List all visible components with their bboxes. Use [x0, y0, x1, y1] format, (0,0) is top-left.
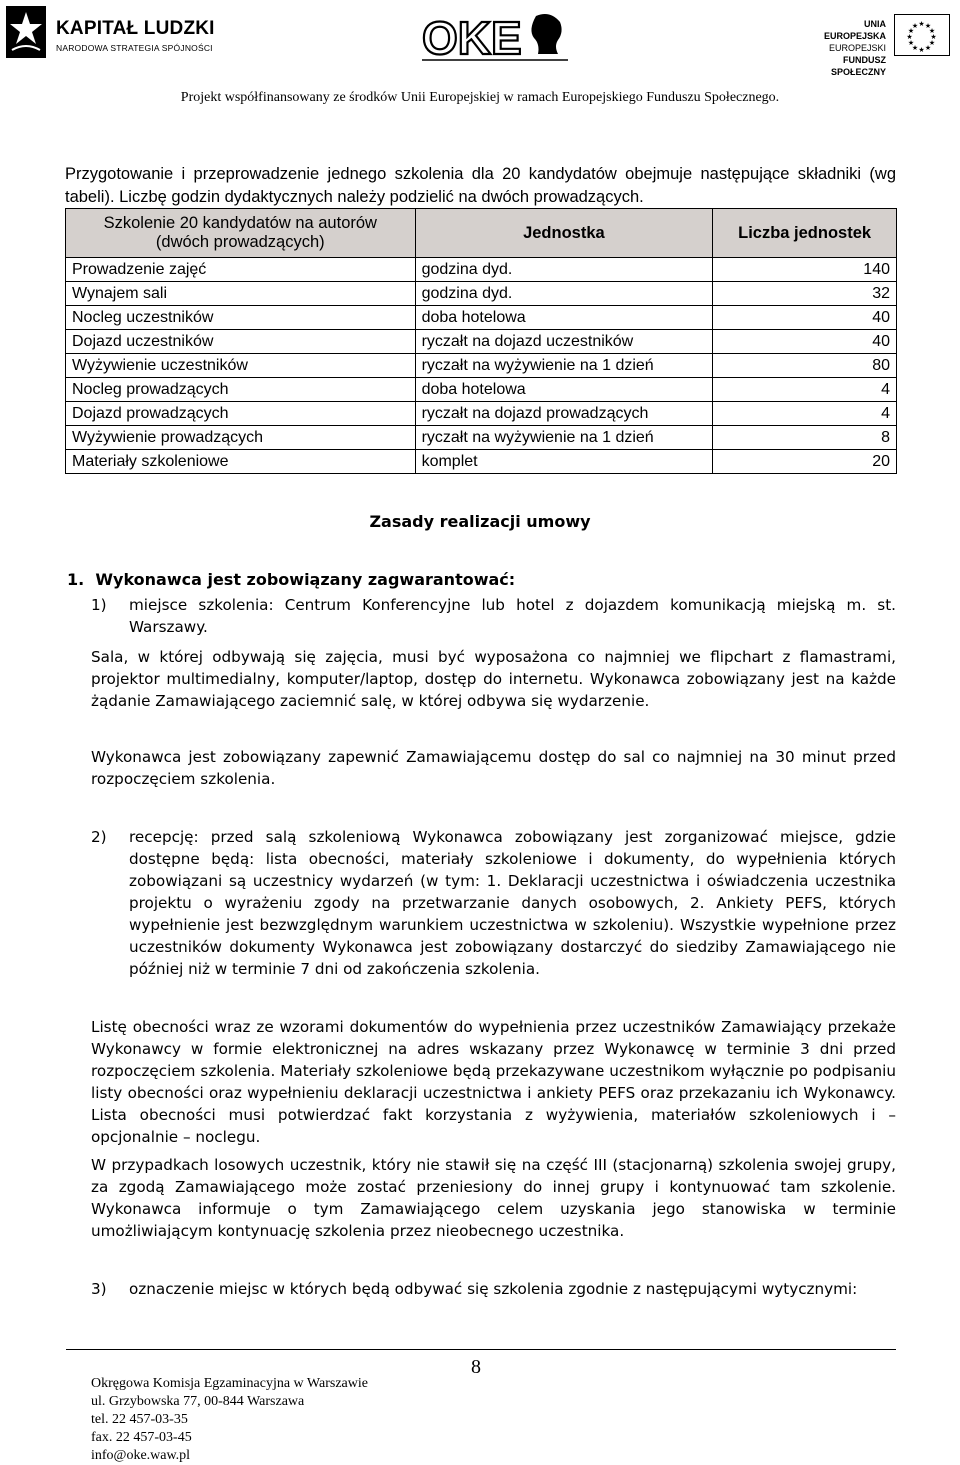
row-quantity: 40 [713, 306, 897, 330]
paragraph-lista: Listę obecności wraz ze wzorami dokumentów do wypełnienia przez uczestników Zamawiający przekaże Wykonawcy w formie elektronicznej na adres wskazany przez Wykonawcę w terminie 3 dni przed rozpoczęciem szkolenia. Materiały szkoleniowe będą przekazywane uczestnikom wyłącznie po podpisaniu listy obecności oraz wypełnieniu deklaracji uczestnictwa i ankiety PEFS oraz przekazaniu ich Wykonawcy. Lista obecności musi potwierdzać fakt korzystania z wyżywienia, materiałów szkoleniowych i – opcjonalnie – noclegu. [91, 1018, 896, 1146]
item-3-text: oznaczenie miejsc w których będą odbywać się szkolenia zgodnie z następującymi wytycznymi: [129, 1280, 858, 1298]
section-1-text: Wykonawca jest zobowiązany zagwarantować: [95, 570, 516, 589]
svg-text:★: ★ [907, 39, 915, 47]
svg-text:★: ★ [928, 39, 936, 47]
row-component: Prowadzenie zajęć [66, 258, 416, 282]
footer-divider [66, 1349, 896, 1350]
footer-line-1: Okręgowa Komisja Egzaminacyjna w Warszawie [91, 1376, 368, 1391]
svg-text:★: ★ [911, 44, 919, 52]
svg-text:★: ★ [930, 33, 937, 41]
footer-address [91, 1375, 368, 1465]
table-row [66, 282, 897, 306]
item-1 [91, 594, 896, 638]
svg-text:★: ★ [924, 22, 932, 30]
row-quantity: 80 [713, 354, 897, 378]
table-row [66, 402, 897, 426]
header-component: Szkolenie 20 kandydatów na autorów (dwóch prowadzących) [66, 209, 416, 258]
eu-line-1: UNIA EUROPEJSKA [823, 19, 886, 41]
paragraph-losowe: W przypadkach losowych uczestnik, który nie stawił się na część III (stacjonarną) szkolenia swojej grupy, za zgodą Zamawiającego może zostać przeniesiony do innej grupy i kontynuować tam szkolenie. Wykonawca informuje o tym Zamawiającego celem uzyskania jego stanowiska w terminie umożliwiającym kontynuację szkolenia przez nieobecnego uczestnika. [91, 1156, 896, 1240]
row-component: Materiały szkoleniowe [66, 450, 416, 474]
header-quantity: Liczba jednostek [713, 209, 897, 258]
row-unit: ryczałt na wyżywienie na 1 dzień [415, 354, 713, 378]
eu-flag-icon [894, 14, 950, 56]
row-quantity: 40 [713, 330, 897, 354]
paragraph-dostep: Wykonawca jest zobowiązany zapewnić Zamawiającemu dostęp do sal co najmniej na 30 minut przed rozpoczęciem szkolenia. [91, 748, 896, 788]
row-quantity: 32 [713, 282, 897, 306]
intro-paragraph: Przygotowanie i przeprowadzenie jednego szkolenia dla 20 kandydatów obejmuje następujące składniki (wg tabeli). Liczbę godzin dydaktycznych należy podzielić na dwóch prowadzących. [65, 165, 896, 206]
oke-logo-icon [418, 8, 578, 64]
kapital-ludzki-subtitle: NARODOWA STRATEGIA SPÓJNOŚCI [56, 43, 213, 53]
eu-logo-text [800, 18, 886, 78]
header-unit: Jednostka [415, 209, 713, 258]
row-unit: godzina dyd. [415, 282, 713, 306]
row-quantity: 20 [713, 450, 897, 474]
row-component: Wyżywienie prowadzących [66, 426, 416, 450]
row-component: Nocleg prowadzących [66, 378, 416, 402]
row-component: Dojazd prowadzących [66, 402, 416, 426]
row-component: Wynajem sali [66, 282, 416, 306]
kapital-ludzki-name: KAPITAŁ LUDZKI [56, 18, 215, 39]
kapital-ludzki-logo [6, 6, 216, 62]
svg-text:★: ★ [918, 46, 925, 54]
section-1-number: 1. [67, 570, 85, 589]
oke-logo [418, 8, 578, 64]
table-header-row [66, 209, 897, 258]
item-3-number: 3) [91, 1280, 107, 1298]
row-component: Dojazd uczestników [66, 330, 416, 354]
row-unit: ryczałt na dojazd prowadzących [415, 402, 713, 426]
table-row [66, 330, 897, 354]
paragraph-sala: Sala, w której odbywają się zajęcia, musi być wyposażona co najmniej we flipchart z flamastrami, projektor multimedialny, komputer/laptop, dostęp do internetu. Wykonawca zobowiązany jest na każde żądanie Zamawiającego zaciemnić salę, w której odbywa się wydarzenie. [91, 648, 896, 710]
item-3 [91, 1278, 896, 1300]
row-unit: ryczałt na wyżywienie na 1 dzień [415, 426, 713, 450]
svg-text:★: ★ [906, 33, 913, 41]
training-components-table [65, 208, 897, 474]
row-unit: komplet [415, 450, 713, 474]
row-quantity: 8 [713, 426, 897, 450]
footer-line-3: tel. 22 457-03-35 [91, 1412, 188, 1427]
section-1-title [67, 570, 515, 589]
table-row [66, 426, 897, 450]
item-1-text: miejsce szkolenia: Centrum Konferencyjne lub hotel z dojazdem komunikacją miejską m. st. Warszawy. [129, 596, 896, 636]
svg-text:★: ★ [907, 27, 915, 35]
oke-logo-text: OKE [422, 12, 522, 64]
page-number: 8 [471, 1356, 481, 1378]
eu-line-3: FUNDUSZ SPOŁECZNY [830, 55, 886, 77]
eu-line-2: EUROPEJSKI [828, 43, 886, 53]
item-2-text: recepcję: przed salą szkoleniową Wykonawca zobowiązany jest zorganizować miejsce, gdzie dostępne będą: lista obecności, materiały szkoleniowe i dokumenty, do wypełnienia których zobowiązani są uczestnicy wydarzeń (w tym: 1. Deklaracji uczestnictwa i oświadczenia uczestnika projektu o wyrażeniu zgody na przetwarzanie danych osobowych, 2. Ankiety PEFS, których wypełnienie jest bezwzględnym warunkiem uczestnictwa w szkoleniu). Wszystkie wypełnione przez uczestników dokumenty Wykonawca jest zobowiązany dostarczyć do siedziby Zamawiającego nie później niż w terminie 7 dni od zakończenia szkolenia. [129, 828, 896, 978]
section-heading: Zasady realizacji umowy [369, 512, 591, 531]
row-unit: godzina dyd. [415, 258, 713, 282]
row-unit: ryczałt na dojazd uczestników [415, 330, 713, 354]
footer-line-4: fax. 22 457-03-45 [91, 1430, 192, 1445]
footer-line-2: ul. Grzybowska 77, 00-844 Warszawa [91, 1394, 305, 1409]
table-row [66, 306, 897, 330]
row-unit: doba hotelowa [415, 378, 713, 402]
svg-text:★: ★ [911, 22, 919, 30]
eu-logo [800, 14, 960, 77]
item-1-number: 1) [91, 596, 107, 614]
row-component: Nocleg uczestników [66, 306, 416, 330]
row-component: Wyżywienie uczestników [66, 354, 416, 378]
row-unit: doba hotelowa [415, 306, 713, 330]
kapital-ludzki-emblem-icon [6, 6, 46, 58]
table-row [66, 450, 897, 474]
row-quantity: 4 [713, 378, 897, 402]
project-cofinancing-note: Projekt współfinansowany ze środków Unii Europejskiej w ramach Europejskiego Funduszu Społecznego. [180, 90, 780, 105]
svg-text:★: ★ [924, 44, 932, 52]
footer-line-5: info@oke.waw.pl [91, 1448, 191, 1463]
row-quantity: 140 [713, 258, 897, 282]
row-quantity: 4 [713, 402, 897, 426]
item-2-number: 2) [91, 828, 107, 846]
table-row [66, 378, 897, 402]
table-row [66, 258, 897, 282]
svg-text:★: ★ [928, 27, 936, 35]
item-2 [91, 826, 896, 980]
svg-text:★: ★ [918, 20, 925, 28]
table-row [66, 354, 897, 378]
